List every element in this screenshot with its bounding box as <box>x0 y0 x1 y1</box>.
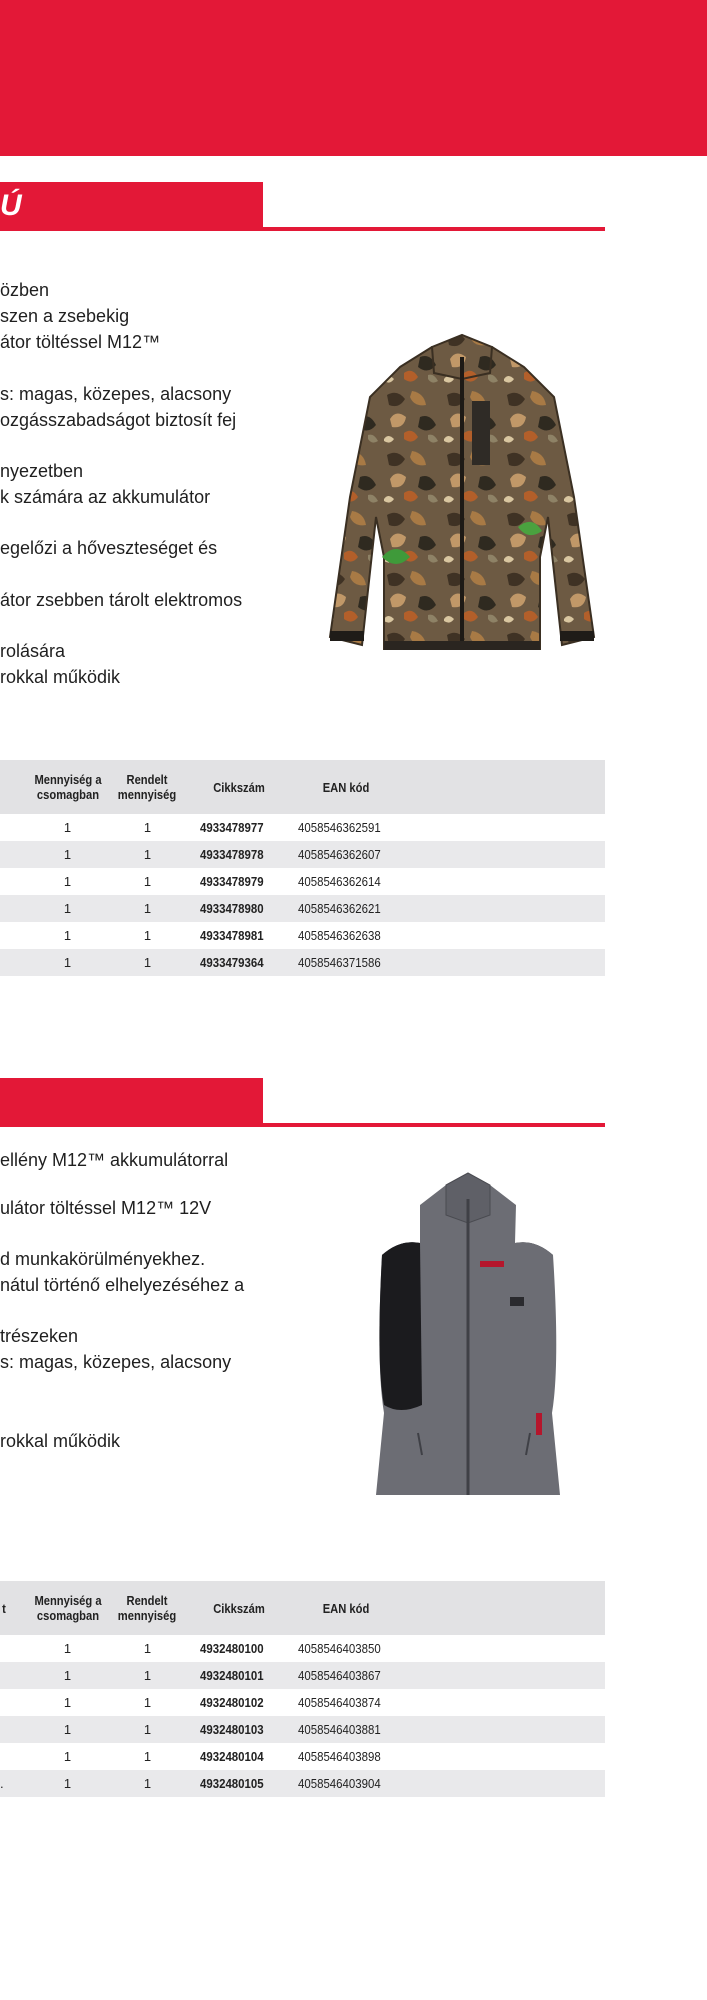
cell-sku: 4932480100 <box>200 1641 264 1656</box>
cell-ean: 4058546403874 <box>298 1695 381 1710</box>
header-qty: Mennyiség a csomagban <box>34 772 102 802</box>
cell-sku: 4932480104 <box>200 1749 264 1764</box>
feature-line: ozgásszabadságot biztosít fej <box>0 410 237 430</box>
feature-line: trészeken <box>0 1326 79 1346</box>
cell-qty: 1 <box>63 1722 72 1737</box>
cell-qty: 1 <box>63 901 72 916</box>
header-ordered: Rendelt mennyiség <box>117 772 177 802</box>
feature-line: s: magas, közepes, alacsony <box>0 1352 232 1372</box>
cell-ordered: 1 <box>143 820 152 835</box>
section1-table <box>0 760 605 976</box>
table-row <box>0 814 605 842</box>
table-row <box>0 949 605 977</box>
cell-qty: 1 <box>63 955 72 970</box>
feature-line: özben <box>0 280 50 300</box>
feature-line: ulátor töltéssel M12™ 12V <box>0 1198 212 1218</box>
cell-ean: 4058546362638 <box>298 928 381 943</box>
table-row <box>0 1662 605 1690</box>
header-ordered: Rendelt mennyiség <box>117 1593 177 1623</box>
cell-ordered: 1 <box>143 901 152 916</box>
cell-ean: 4058546362591 <box>298 820 381 835</box>
cell-sku: 4932480102 <box>200 1695 264 1710</box>
table-header <box>0 760 605 814</box>
cell-qty: 1 <box>63 1776 72 1791</box>
feature-line: rolására <box>0 641 66 661</box>
section2-table <box>0 1581 605 1797</box>
section2-tab <box>0 1078 263 1125</box>
feature-line: átor zsebben tárolt elektromos <box>0 590 243 610</box>
cell-sku: 4932480101 <box>200 1668 264 1683</box>
cell-ordered: 1 <box>143 928 152 943</box>
cell-qty: 1 <box>63 847 72 862</box>
feature-line: nátul történő elhelyezéséhez a <box>0 1275 245 1295</box>
table-row <box>0 868 605 896</box>
feature-line: rokkal működik <box>0 667 121 687</box>
feature-line: szen a zsebekig <box>0 306 130 326</box>
cell-ordered: 1 <box>143 1776 152 1791</box>
cell-sku: 4933478981 <box>200 928 264 943</box>
section2-feature-list <box>0 1149 320 1469</box>
table-row <box>0 1635 605 1663</box>
table-row <box>0 895 605 923</box>
cell-sku: 4933478978 <box>200 847 264 862</box>
header-sku: Cikkszám <box>213 779 265 795</box>
section1-tab-title: Ú <box>0 188 23 222</box>
cell-ean: 4058546403867 <box>298 1668 381 1683</box>
cell-qty: 1 <box>63 1749 72 1764</box>
header-qty: Mennyiség a csomagban <box>34 1593 102 1623</box>
cell-qty: 1 <box>63 874 72 889</box>
cell-lead: . <box>0 1776 4 1791</box>
feature-line: ellény M12™ akkumulátorral <box>0 1150 229 1170</box>
section2-rule <box>0 1123 605 1127</box>
section1-feature-list <box>0 279 320 699</box>
cell-sku: 4933478980 <box>200 901 264 916</box>
cell-ordered: 1 <box>143 1668 152 1683</box>
cell-ean: 4058546362614 <box>298 874 381 889</box>
cell-ordered: 1 <box>143 1749 152 1764</box>
table-header <box>0 1581 605 1635</box>
header-partial: t <box>2 1600 6 1616</box>
table-row <box>0 1743 605 1771</box>
table-row <box>0 1770 605 1798</box>
cell-ean: 4058546403881 <box>298 1722 381 1737</box>
header-band <box>0 0 707 156</box>
gray-vest-image <box>360 1165 575 1505</box>
cell-qty: 1 <box>63 820 72 835</box>
table-row <box>0 1689 605 1717</box>
cell-qty: 1 <box>63 1668 72 1683</box>
feature-line: rokkal működik <box>0 1431 121 1451</box>
cell-sku: 4932480103 <box>200 1722 264 1737</box>
table-row <box>0 841 605 869</box>
cell-ean: 4058546371586 <box>298 955 381 970</box>
feature-line: k számára az akkumulátor <box>0 487 211 507</box>
feature-line: s: magas, közepes, alacsony <box>0 384 232 404</box>
cell-sku: 4933478979 <box>200 874 264 889</box>
header-sku: Cikkszám <box>213 1600 265 1616</box>
camo-jacket-image <box>322 327 602 667</box>
cell-ordered: 1 <box>143 1722 152 1737</box>
table-row <box>0 922 605 950</box>
cell-sku: 4932480105 <box>200 1776 264 1791</box>
feature-line: egelőzi a hőveszteséget és <box>0 538 218 558</box>
cell-ordered: 1 <box>143 1695 152 1710</box>
cell-sku: 4933478977 <box>200 820 264 835</box>
feature-line: d munkakörülményekhez. <box>0 1249 206 1269</box>
feature-line: átor töltéssel M12™ <box>0 332 161 352</box>
header-ean: EAN kód <box>322 1600 370 1616</box>
header-ean: EAN kód <box>322 779 370 795</box>
cell-ordered: 1 <box>143 955 152 970</box>
cell-ordered: 1 <box>143 847 152 862</box>
cell-ean: 4058546403904 <box>298 1776 381 1791</box>
cell-qty: 1 <box>63 1641 72 1656</box>
feature-line: nyezetben <box>0 461 84 481</box>
cell-qty: 1 <box>63 1695 72 1710</box>
cell-ordered: 1 <box>143 1641 152 1656</box>
cell-ean: 4058546362621 <box>298 901 381 916</box>
cell-qty: 1 <box>63 928 72 943</box>
cell-sku: 4933479364 <box>200 955 264 970</box>
cell-ean: 4058546403898 <box>298 1749 381 1764</box>
cell-ean: 4058546362607 <box>298 847 381 862</box>
cell-ordered: 1 <box>143 874 152 889</box>
section1-rule <box>0 227 605 231</box>
cell-ean: 4058546403850 <box>298 1641 381 1656</box>
table-row <box>0 1716 605 1744</box>
section1-tab <box>0 182 263 229</box>
